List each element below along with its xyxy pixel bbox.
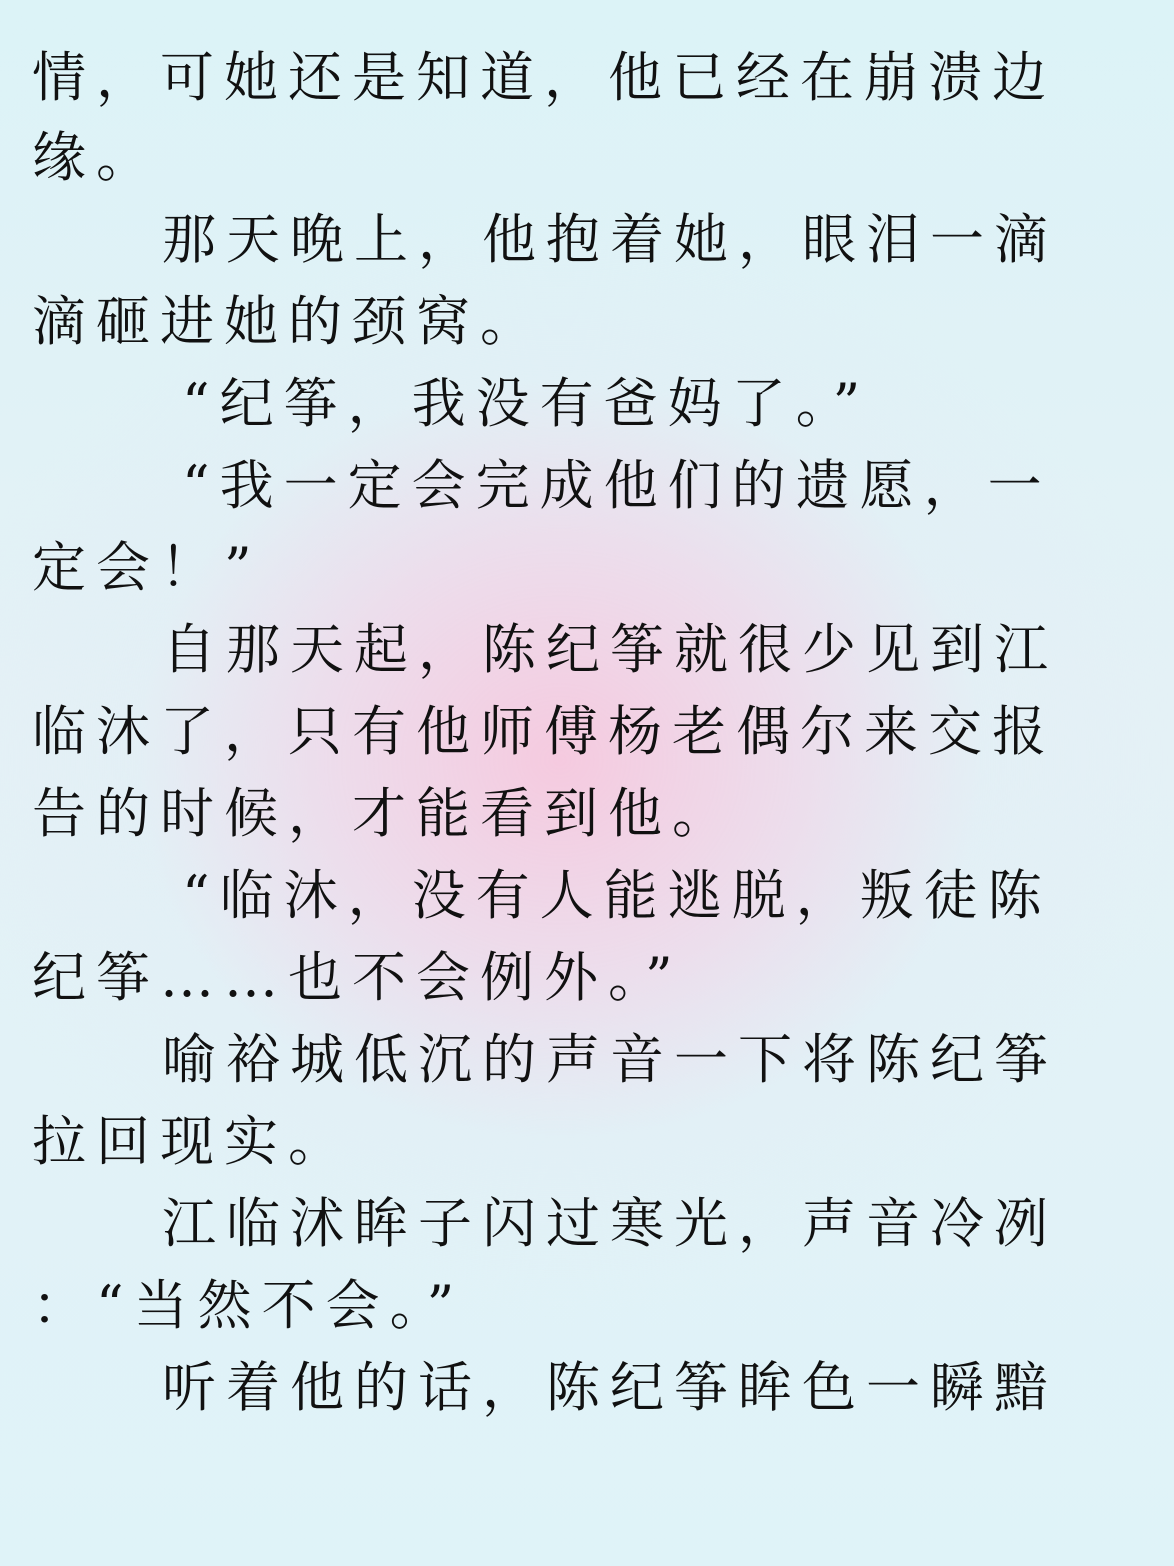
text-line: 滴砸进她的颈窝。 [32,290,544,353]
text-line: 情，可她还是知道，他已经在崩溃边 [32,46,1056,109]
paragraph-line: 听着他的话，陈纪筝眸色一瞬黯 [162,1356,1058,1419]
text-line: ：“当然不会。” [32,1274,465,1337]
paragraph-line: 那天晚上，他抱着她，眼泪一滴 [162,208,1058,271]
text-line: 告的时候，才能看到他。 [32,782,736,845]
paragraph-line: 喻裕城低沉的声音一下将陈纪筝 [162,1028,1058,1091]
dialogue-line: “纪筝，我没有爸妈了。” [182,372,871,435]
paragraph-line: 江临沭眸子闪过寒光，声音冷冽 [162,1192,1058,1255]
dialogue-line: “临沐，没有人能逃脱，叛徒陈 [182,864,1052,927]
text-line: 临沐了，只有他师傅杨老偶尔来交报 [32,700,1056,763]
text-line: 定会！” [32,536,262,599]
paragraph-line: 自那天起，陈纪筝就很少见到江 [162,618,1058,681]
dialogue-line: “我一定会完成他们的遗愿，一 [182,454,1052,517]
text-line: 拉回现实。 [32,1110,352,1173]
text-line: 纪筝……也不会例外。” [32,946,683,1009]
text-line: 缘。 [32,126,160,189]
